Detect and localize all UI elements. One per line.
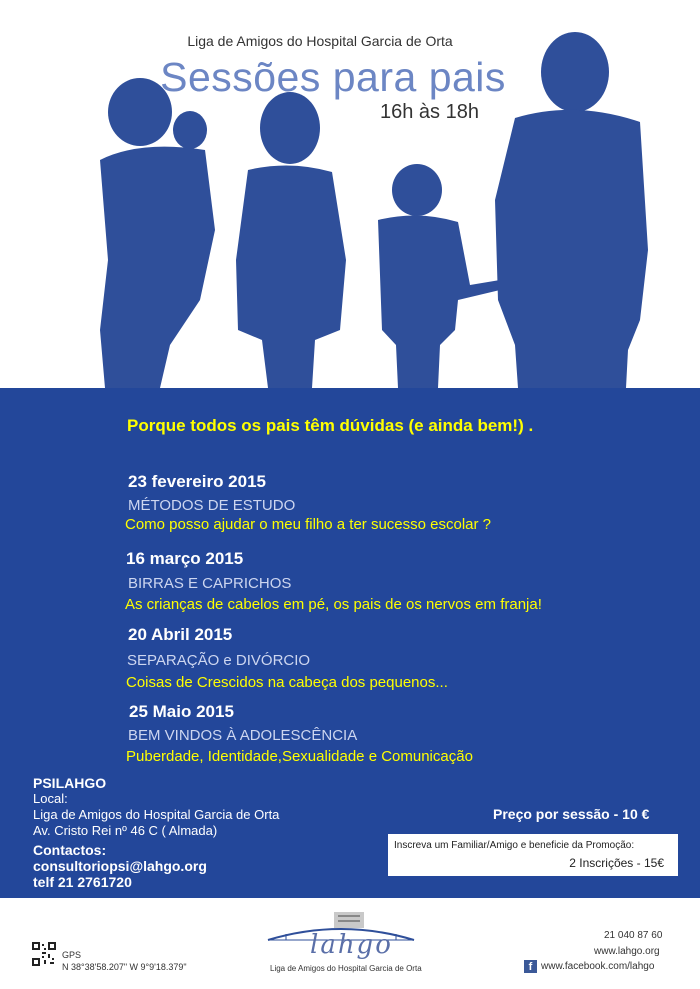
- session-time: 16h às 18h: [380, 101, 479, 123]
- local-label: Local:: [33, 791, 68, 806]
- contacts-label: Contactos:: [33, 842, 107, 858]
- contact-block: [33, 775, 279, 890]
- session-2-description: As crianças de cabelos em pé, os pais de os nervos em franja!: [125, 596, 542, 613]
- session-3-theme: SEPARAÇÃO e DIVÓRCIO: [127, 652, 311, 669]
- qr-code-icon: [32, 942, 56, 966]
- page-title: Sessões para pais: [160, 54, 506, 100]
- session-2-theme: BIRRAS E CAPRICHOS: [128, 575, 292, 592]
- session-4-description: Puberdade, Identidade,Sexualidade e Comunicação: [126, 748, 473, 765]
- logo-text: lahgo: [310, 930, 393, 960]
- price-per-session: Preço por sessão - 10 €: [493, 806, 650, 822]
- promo-line1: Inscreva um Familiar/Amigo e beneficie da Promoção:: [394, 840, 635, 851]
- contact-phone: telf 21 2761720: [33, 874, 132, 890]
- organization-header: Liga de Amigos do Hospital Garcia de Orta: [187, 33, 453, 49]
- contact-name: PSILAHGO: [33, 775, 107, 791]
- footer: [0, 898, 700, 989]
- session-1-date: 23 fevereiro 2015: [128, 472, 266, 491]
- session-2-date: 16 março 2015: [126, 549, 244, 568]
- session-1-description: Como posso ajudar o meu filho a ter sucesso escolar ?: [125, 516, 492, 533]
- promotion-box: [388, 834, 678, 876]
- contact-email[interactable]: consultoriopsi@lahgo.org: [33, 858, 207, 874]
- logo-caption: Liga de Amigos do Hospital Garcia de Orta: [270, 964, 422, 973]
- session-1-theme: MÉTODOS DE ESTUDO: [128, 497, 296, 514]
- local-address-line2: Av. Cristo Rei nº 46 C ( Almada): [33, 823, 218, 838]
- footer-phone: 21 040 87 60: [604, 930, 663, 941]
- tagline: Porque todos os pais têm dúvidas (e ainda bem!) .: [127, 416, 534, 435]
- session-3-description: Coisas de Crescidos na cabeça dos pequenos...: [126, 674, 448, 691]
- footer-website[interactable]: www.lahgo.org: [594, 946, 660, 957]
- gps-label: GPS: [62, 950, 82, 960]
- promo-line2: 2 Inscrições - 15€: [569, 856, 664, 870]
- session-4-date: 25 Maio 2015: [129, 702, 234, 721]
- session-3-date: 20 Abril 2015: [128, 625, 233, 644]
- local-address-line1: Liga de Amigos do Hospital Garcia de Orta: [33, 807, 280, 822]
- facebook-icon: f: [524, 960, 537, 973]
- session-4-theme: BEM VINDOS À ADOLESCÊNCIA: [128, 727, 358, 744]
- gps-coordinates: N 38°38'58.207" W 9°9'18.379": [62, 962, 187, 972]
- footer-facebook[interactable]: www.facebook.com/lahgo: [541, 961, 655, 972]
